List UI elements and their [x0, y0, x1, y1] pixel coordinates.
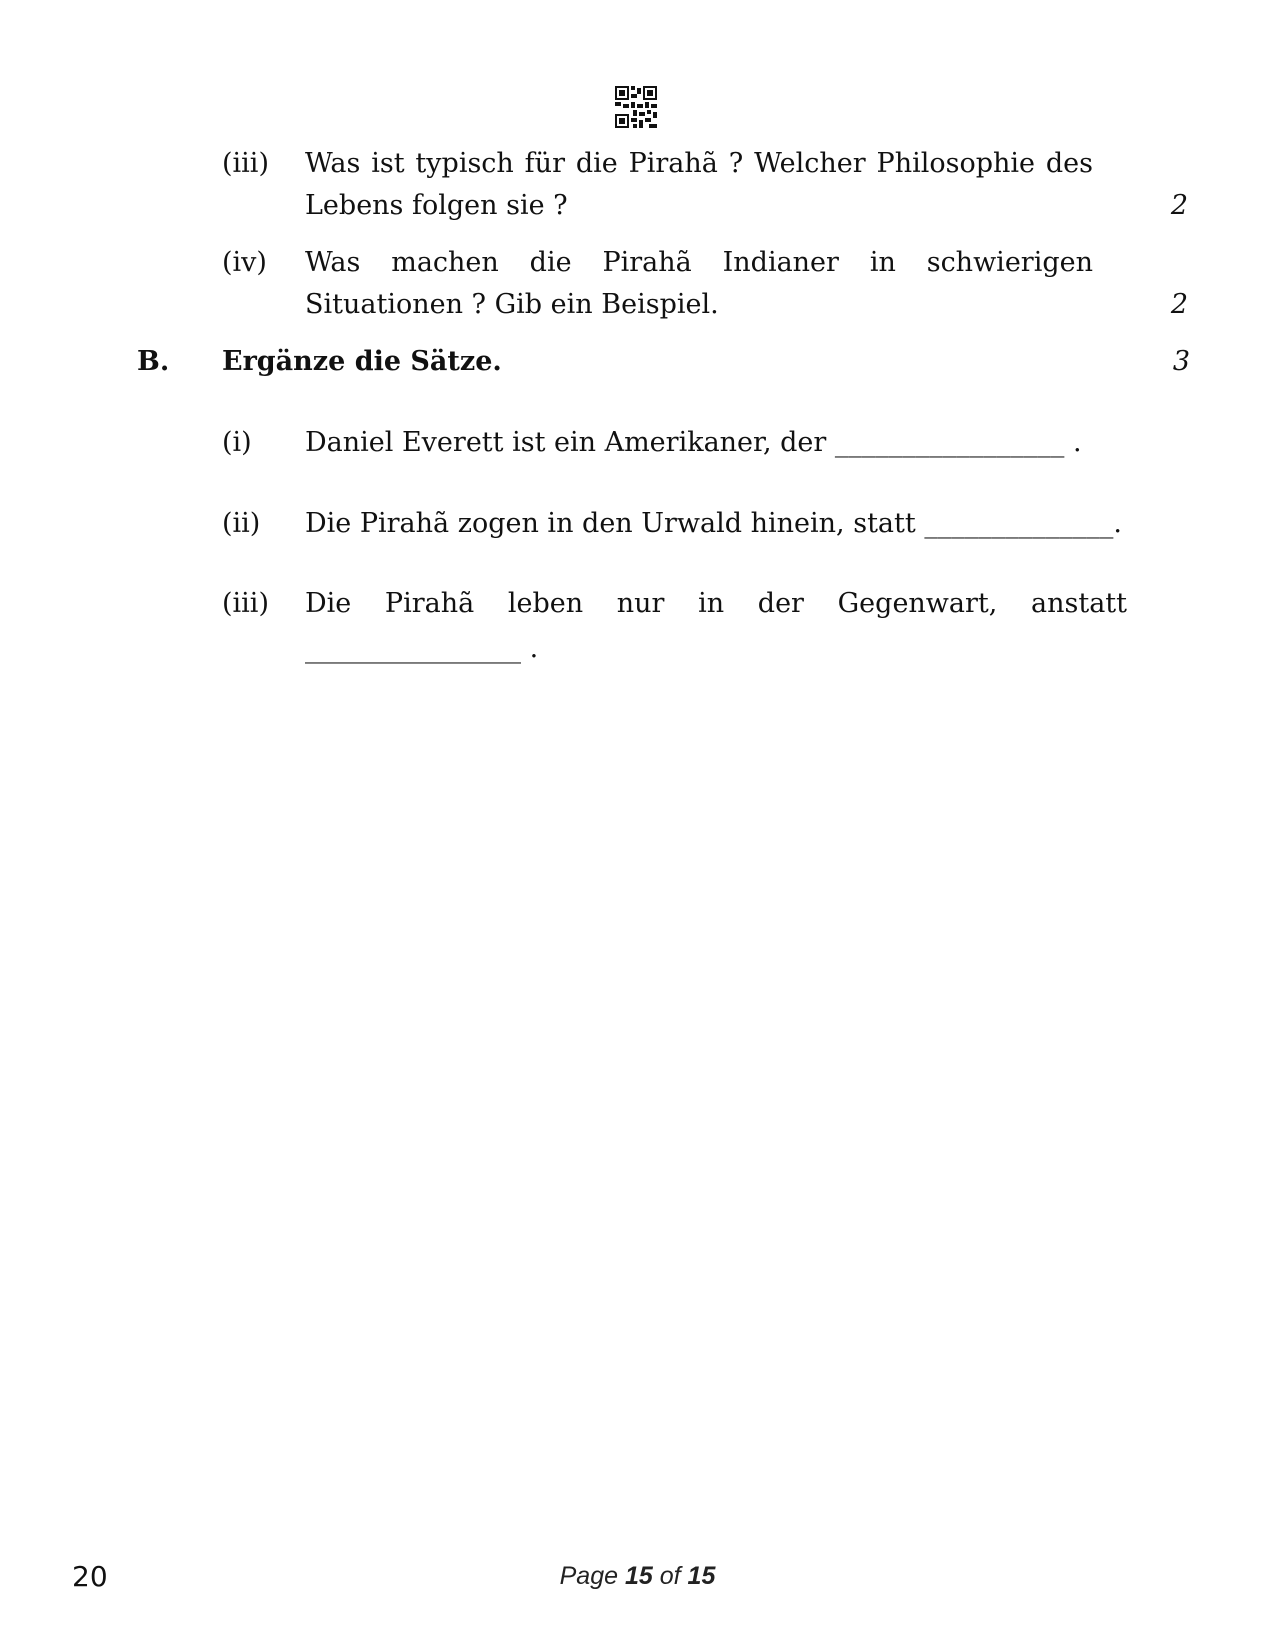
question-text-line: Situationen ? Gib ein Beispiel. [305, 289, 719, 320]
question-number: (iii) [222, 588, 269, 619]
question-text-line: Was machen die Pirahã Indianer in schwierigen [305, 247, 1093, 278]
page-current: 15 [624, 1562, 653, 1590]
question-number: (iii) [222, 148, 269, 179]
page-word: Page [559, 1562, 619, 1590]
question-marks: 2 [1170, 289, 1188, 320]
page-of: of [659, 1562, 681, 1590]
question-text-line: Lebens folgen sie ? [305, 190, 568, 221]
section-label: B. [137, 346, 170, 377]
question-number: (iv) [222, 247, 267, 278]
question-text-line: Was ist typisch für die Pirahã ? Welcher Philosophie des [305, 148, 1093, 179]
fill-in-sentence: Die Pirahã leben nur in der Gegenwart, anstatt [305, 588, 1127, 619]
section-marks: 3 [1172, 346, 1190, 377]
fill-in-sentence: Daniel Everett ist ein Amerikaner, der _________________ . [305, 427, 1082, 458]
section-title: Ergänze die Sätze. [222, 346, 502, 377]
question-number: (ii) [222, 508, 261, 539]
qr-code-icon [615, 86, 657, 128]
page-code: 20 [72, 1560, 108, 1593]
fill-in-blank-line: ________________ . [305, 633, 539, 664]
question-number: (i) [222, 427, 252, 458]
page-total: 15 [687, 1562, 716, 1590]
question-marks: 2 [1170, 190, 1188, 221]
page-indicator [0, 1562, 1275, 1591]
fill-in-sentence: Die Pirahã zogen in den Urwald hinein, statt ______________. [305, 508, 1122, 539]
